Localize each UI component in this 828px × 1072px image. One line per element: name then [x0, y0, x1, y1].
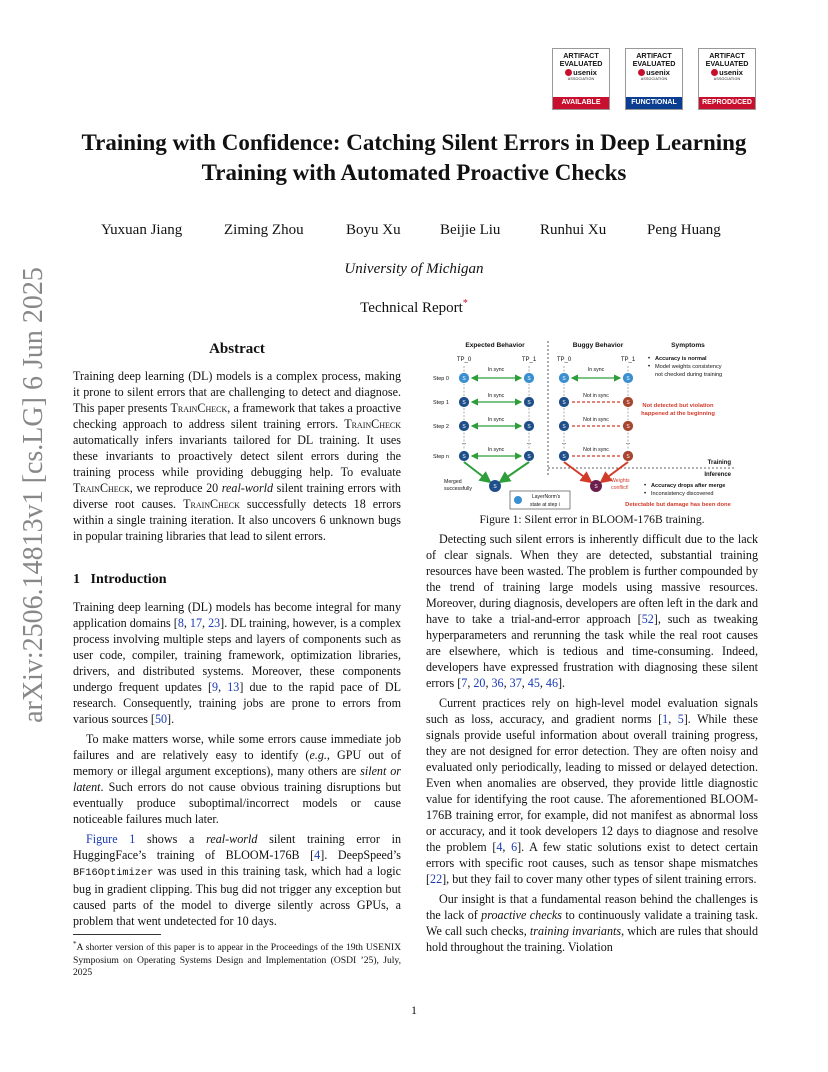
node-label: S	[562, 400, 566, 406]
sync-label: In sync	[487, 367, 505, 373]
figure-1-diagram	[426, 336, 758, 514]
badge-assoc: ASSOCIATION	[567, 77, 595, 81]
legend-node	[514, 496, 522, 504]
node-label: S	[562, 424, 566, 430]
sync-label: In sync	[587, 367, 605, 373]
author: Runhui Xu	[540, 222, 607, 238]
node-label: S	[626, 424, 630, 430]
title-line1: Training with Confidence: Catching Silent Errors in Deep Learning	[81, 130, 747, 155]
author: Ziming Zhou	[224, 222, 304, 238]
affiliation: University of Michigan	[344, 261, 484, 277]
merged-label: successfully	[444, 486, 472, 492]
violation-note: Not detected but violation	[642, 403, 714, 409]
sync-label: In sync	[487, 447, 505, 453]
ellipsis: ...	[561, 440, 567, 446]
intro-heading: 1 Introduction	[73, 572, 167, 587]
abstract-heading: Abstract	[209, 341, 265, 357]
author: Peng Huang	[647, 222, 721, 238]
right-paragraph-1: Detecting such silent errors is inherently difficult due to the lack of clear signals. When they are detected, substantial training resources have been wasted. The problem is further compounded by the trend of training large models using massive resources. Moreover, during diagnosis, developers are often left in the dark and have to take a trial-and-error approach [52], such as tweaking hyperparameters and rerunning the task while the real root causes are elsewhere, which is tedious and time-consuming. Indeed, developers have expressed frustration with diagnosing these silent errors [7, 20, 36, 37, 45, 46].	[426, 532, 758, 690]
page-number: 1	[411, 1003, 417, 1017]
node-label: S	[462, 454, 466, 460]
badge-line2: EVALUATED	[705, 59, 749, 68]
author: Yuxuan Jiang	[101, 222, 183, 238]
node-label: S	[562, 454, 566, 460]
step-label: Step n	[433, 454, 449, 460]
usenix-circle-icon	[711, 69, 718, 76]
bullet: •	[648, 364, 651, 370]
tp-label: TP_0	[456, 357, 472, 363]
node-label: S	[527, 454, 531, 460]
bullet: •	[648, 356, 651, 362]
author: Beijie Liu	[440, 222, 501, 238]
node-label: S	[594, 484, 598, 490]
bullet: •	[644, 483, 647, 489]
tp-label: TP_0	[556, 357, 572, 363]
symptom-text: not checked during training	[655, 372, 723, 378]
sync-label: In sync	[487, 417, 505, 423]
step-label: Step 1	[433, 400, 449, 406]
right-paragraph-2: Current practices rely on high-level model evaluation signals such as loss, accuracy, and gradient norms [1, 5]. While these signals provide useful information about overall training progress, they are not designed for error detection. They are often noisy and evaluated only periodically, leading to missed or delayed detection. Even when anomalies are observed, they provide little diagnostic value for identifying the root cause. The aforementioned BLOOM-176B training error, for example, did not manifest as abnormal loss or accuracy, and it took developers 12 days to diagnose and resolve the problem [4, 6]. A few static solutions exist to detect certain errors with specific root causes, such as tensor shape mismatches [22], but they fail to cover many other types of silent training errors.	[426, 696, 759, 886]
artifact-badge-available	[552, 48, 610, 110]
author: Boyu Xu	[346, 222, 401, 238]
paper-title	[40, 128, 788, 188]
training-label: Training	[707, 460, 731, 466]
node-label: S	[462, 376, 466, 382]
node-label: S	[527, 376, 531, 382]
damage-note: Detectable but damage has been done	[625, 502, 731, 508]
badge-line2: EVALUATED	[632, 59, 676, 68]
artifact-badge-reproduced	[698, 48, 756, 110]
bullet: •	[644, 491, 647, 497]
badge-line2: EVALUATED	[559, 59, 603, 68]
abstract-body: Training deep learning (DL) models is a complex process, making it prone to silent errors that are challenging to detect and diagnose. This paper presents TrainCheck, a framework that takes a proactive checking approach to address silent training errors. TrainCheck automatically infers invariants tailored for DL training. It uses these invariants to proactively detect silent errors during the training process while providing debugging help. To evaluate TrainCheck, we reproduce 20 real-world silent training errors with diverse root causes. TrainCheck successfully detects 18 errors within a single training iteration. It also uncovers 6 unknown bugs in popular training libraries that lead to silent errors.	[73, 369, 402, 543]
usenix-logo: usenix	[553, 68, 609, 77]
ellipsis: ...	[526, 440, 532, 446]
sync-label: In sync	[487, 393, 505, 399]
step-label: Step 2	[433, 424, 449, 430]
figure-header-buggy: Buggy Behavior	[572, 342, 624, 349]
node-label: S	[462, 424, 466, 430]
badge-assoc: ASSOCIATION	[713, 77, 741, 81]
intro-paragraph-3: Figure 1 shows a real-world silent training error in HuggingFace’s training of BLOOM-176B [4]. DeepSpeed’s BF16Optimizer was used in this training task, which had a logic bug in gradient clipping. This bug did not trigger any exception but caused parts of the model to diverge silently across GPUs, a problem that went undetected for 10 days.	[73, 832, 401, 928]
symptom-text: Inconsistency discovered	[651, 491, 714, 497]
badge-line1: ARTIFACT	[709, 51, 745, 60]
merge-arrow	[464, 462, 490, 482]
intro-paragraph-1: Training deep learning (DL) models has become integral for many application domains [8, 17, 23]. DL training, however, is a complex process involving multiple steps and layers of components such as user code, compiler, training framework, optimization libraries, drivers, and distributed systems. Moreover, these components undergo frequent updates [9, 13] due to the rapid pace of DL research. Consequently, training jobs are prone to errors from various sources [50].	[73, 600, 401, 726]
legend-label: state at step i	[530, 502, 560, 508]
tp-label: TP_1	[521, 357, 537, 363]
title-line2: Training with Automated Proactive Checks	[201, 160, 627, 185]
merged-label: Merged	[444, 479, 462, 485]
right-paragraph-3: Our insight is that a fundamental reason behind the challenges is the lack of proactive checks to continuously validate a training task. We call such checks, training invariants, which are rules that should hold throughout the training. Violation	[426, 892, 759, 954]
intro-body	[73, 599, 401, 929]
sync-label: Not in sync	[583, 393, 609, 399]
usenix-circle-icon	[565, 69, 572, 76]
node-label: S	[527, 424, 531, 430]
legend-label: LayerNorm’s	[532, 494, 561, 500]
usenix-circle-icon	[638, 69, 645, 76]
ellipsis: ...	[625, 440, 631, 446]
sync-label: Not in sync	[583, 447, 609, 453]
right-column-body	[426, 531, 758, 955]
usenix-logo: usenix	[626, 68, 682, 77]
inference-label: Inference	[704, 472, 731, 478]
conflict-arrow	[564, 462, 591, 482]
node-label: S	[527, 400, 531, 406]
report-label: Technical Report*	[360, 298, 468, 316]
symptom-text: Accuracy is normal	[655, 356, 707, 362]
badge-line1: ARTIFACT	[563, 51, 599, 60]
footnote-rule	[73, 934, 161, 935]
node-label: S	[562, 376, 566, 382]
figure-1-caption: Figure 1: Silent error in BLOOM-176B training.	[479, 513, 705, 526]
badge-assoc: ASSOCIATION	[640, 77, 668, 81]
symptom-text: Accuracy drops after merge	[651, 483, 726, 489]
ellipsis: ...	[461, 440, 467, 446]
badge-line1: ARTIFACT	[636, 51, 672, 60]
tp-label: TP_1	[620, 357, 636, 363]
intro-paragraph-2: To make matters worse, while some errors cause immediate job failures and are relatively easy to identify (e.g., GPU out of memory or illegal argument exceptions), many others are silent or latent. Such errors do not cause obvious training disruptions but eventually produce suboptimal/incorrect models or cause noticeable failures much later.	[73, 732, 401, 826]
badge-status: FUNCTIONAL	[626, 97, 682, 109]
node-label: S	[626, 454, 630, 460]
figure-1-link[interactable]: Figure 1	[86, 832, 136, 846]
arxiv-stamp: arXiv:2506.14813v1 [cs.LG] 6 Jun 2025	[18, 267, 49, 723]
badge-status: REPRODUCED	[699, 97, 755, 109]
figure-header-expected: Expected Behavior	[465, 342, 525, 349]
step-label: Step 0	[433, 376, 449, 382]
node-label: S	[462, 400, 466, 406]
symptom-text: Model weights consistency	[655, 364, 722, 370]
usenix-logo: usenix	[699, 68, 755, 77]
weights-label: Weights	[611, 478, 630, 484]
badge-status: AVAILABLE	[553, 97, 609, 109]
artifact-badge-functional	[625, 48, 683, 110]
weights-label: conflict!	[611, 485, 629, 491]
figure-header-symptoms: Symptoms	[671, 342, 705, 349]
footnote: *A shorter version of this paper is to appear in the Proceedings of the 19th USENIX Symposium on Operating Systems Design and Implementation (OSDI ’25), July, 2025	[73, 940, 401, 979]
sync-label: Not in sync	[583, 417, 609, 423]
node-label: S	[626, 400, 630, 406]
merge-arrow	[500, 462, 529, 482]
node-label: S	[626, 376, 630, 382]
node-label: S	[493, 484, 497, 490]
violation-note: happened at the beginning	[641, 411, 715, 417]
